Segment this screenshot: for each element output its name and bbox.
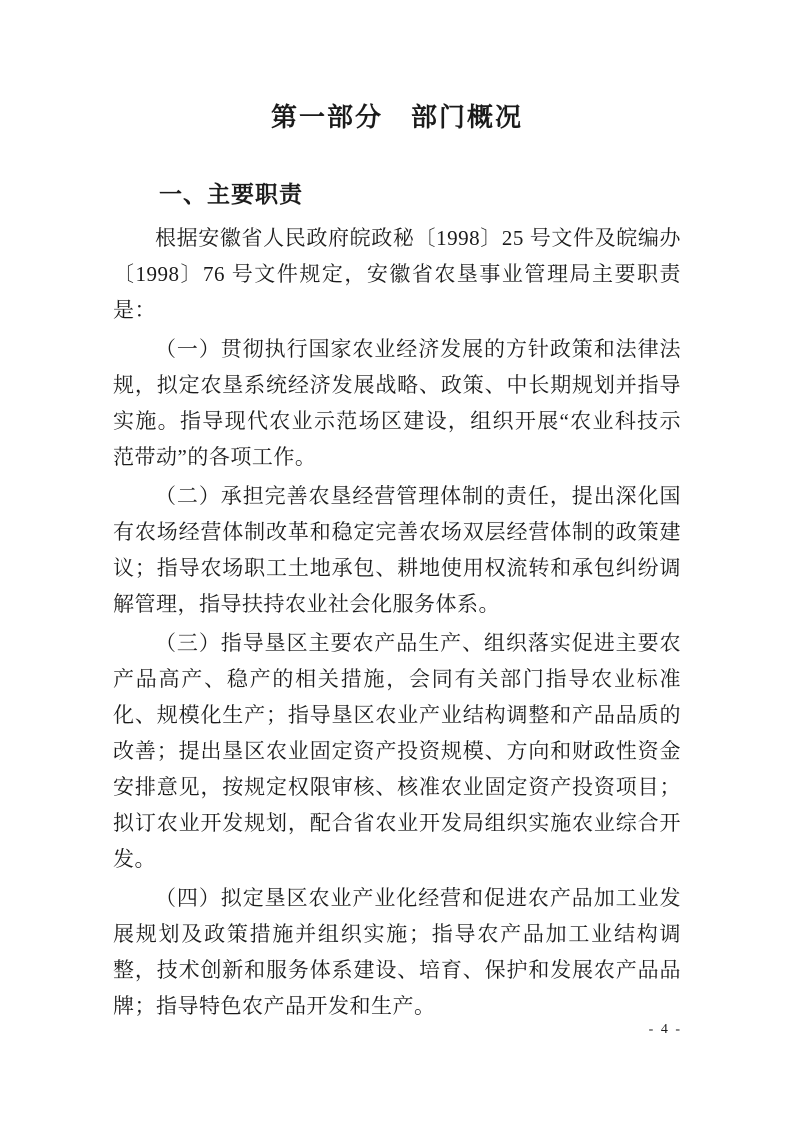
- section-heading: 一、主要职责: [159, 181, 303, 207]
- body-paragraph: （二）承担完善农垦经营管理体制的责任，提出深化国有农场经营体制改革和稳定完善农场双层经营体制的政策建议；指导农场职工土地承包、耕地使用权流转和承包纠纷调解管理，指导扶持农业社会化服务体系。: [113, 484, 681, 616]
- page-title: 第一部分 部门概况: [270, 102, 523, 132]
- page-number: - 4 -: [648, 1022, 682, 1037]
- body-paragraph: （四）拟定垦区农业产业化经营和促进农产品加工业发展规划及政策措施并组织实施；指导农产品加工业结构调整，技术创新和服务体系建设、培育、保护和发展农产品品牌；指导特色农产品开发和生产。: [113, 886, 681, 1018]
- body-paragraph: （一）贯彻执行国家农业经济发展的方针政策和法律法规，拟定农垦系统经济发展战略、政策、中长期规划并指导实施。指导现代农业示范场区建设，组织开展“农业科技示范带动”的各项工作。: [113, 337, 681, 469]
- document-body: [113, 220, 681, 1024]
- body-paragraph: （三）指导垦区主要农产品生产、组织落实促进主要农产品高产、稳产的相关措施，会同有关部门指导农业标准化、规模化生产；指导垦区农业产业结构调整和产品品质的改善；提出垦区农业固定资产投资规模、方向和财政性资金安排意见，按规定权限审核、核准农业固定资产投资项目；拟订农业开发规划，配合省农业开发局组织实施农业综合开发。: [113, 631, 681, 871]
- body-paragraph: 根据安徽省人民政府皖政秘〔1998〕25 号文件及皖编办〔1998〕76 号文件规定，安徽省农垦事业管理局主要职责是：: [113, 226, 681, 322]
